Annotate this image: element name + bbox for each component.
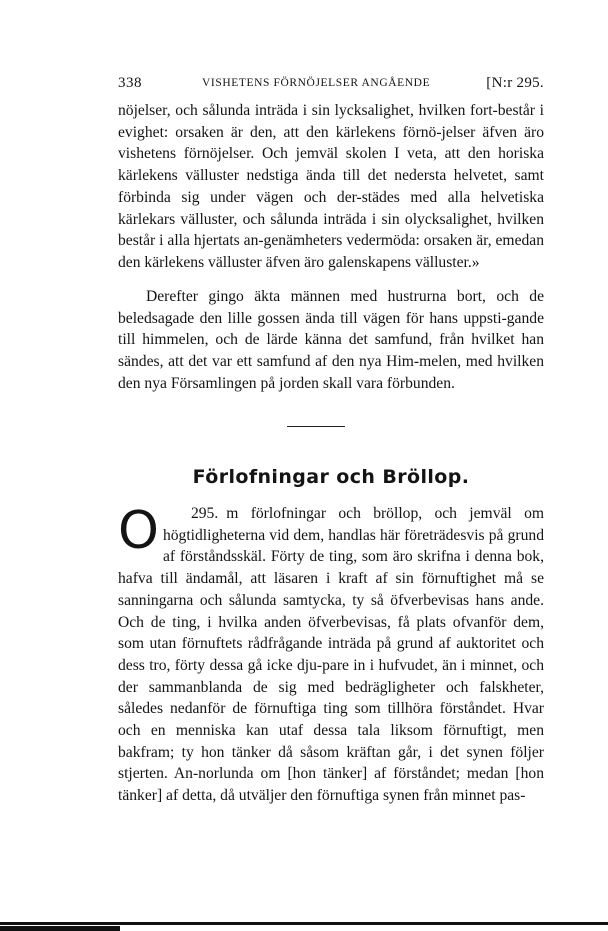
- page-header: [118, 75, 544, 97]
- section-text: m förlofningar och bröllop, och jemväl om högtidligheterna vid dem, handlas här företrädesvis på grund af förståndsskäl. Förty de ting, som äro skrifna i denna bok, hafva till ändamål, att läsaren i kraft af sin förnuftighet må se sanningarna och sålunda samtycka, ty så öfverbevisas hans ande. Och de ting, i hvilka anden öfverbevisas, få plats ofvanför dem, som utan förnuftets rådfrågande inträda på grund af auktoritet och dess tro, förty dessa gå icke dju-pare in i hufvudet, än i minnet, och der sammanblanda de sig med bedrägligheter och falskheter, således nedanför de förnuftiga ting som tillhöra förståndet. Hvar och en menniska kan utaf dessa tala liksom förnuftigt, men bakfram; ty hon tänker då såsom kräftan går, i det synen följer stjerten. An-norlunda om [hon tänker] af förståndet; medan [hon tänker] af detta, då utväljer den förnuftiga synen från minnet pas-: [118, 505, 544, 805]
- scan-edge-line: [0, 922, 608, 925]
- drop-cap: O: [118, 501, 159, 561]
- section-295-paragraph: [118, 491, 544, 807]
- scan-edge-mark: [0, 926, 120, 931]
- section-number: 295.: [190, 505, 219, 522]
- running-title: VISHETENS FÖRNÖJELSER ANGÅENDE: [202, 77, 431, 89]
- section-heading: Förlofningar och Bröllop.: [192, 466, 470, 488]
- section-reference: [N:r 295.: [486, 75, 544, 91]
- paragraph-departure: Derefter gingo äkta männen med hustrurna bort, och de beledsagade den lille gossen ända till vägen för hans uppsti-gande till himmelen, och de lärde känna det samfund, från hvilket han sändes, att det var ett samfund af den nya Him-melen, med hvilken den nya Församlingen på jorden skall vara förbunden.: [118, 288, 544, 392]
- page-number: 338: [118, 75, 142, 91]
- section-divider: [287, 426, 345, 427]
- paragraph-continuation: nöjelser, och sålunda inträda i sin lycksalighet, hvilken fort-består i evighet: orsaken är den, att den kärlekens förnö-jelser äfven äro vishetens förnöjelser. Och jemväl skolen I veta, att den horiska kärlekens välluster nedstiga ända till det nedersta helvetet, samt förbinda sig under vägen och der-städes med alla helvetiska kärlekars välluster, och sålunda inträda i sin olycksalighet, hvilken består i alla hjertats an-genämheters vedermöda: orsaken är, emedan den kärlekens välluster äfven äro galenskapens välluster.»: [118, 102, 544, 271]
